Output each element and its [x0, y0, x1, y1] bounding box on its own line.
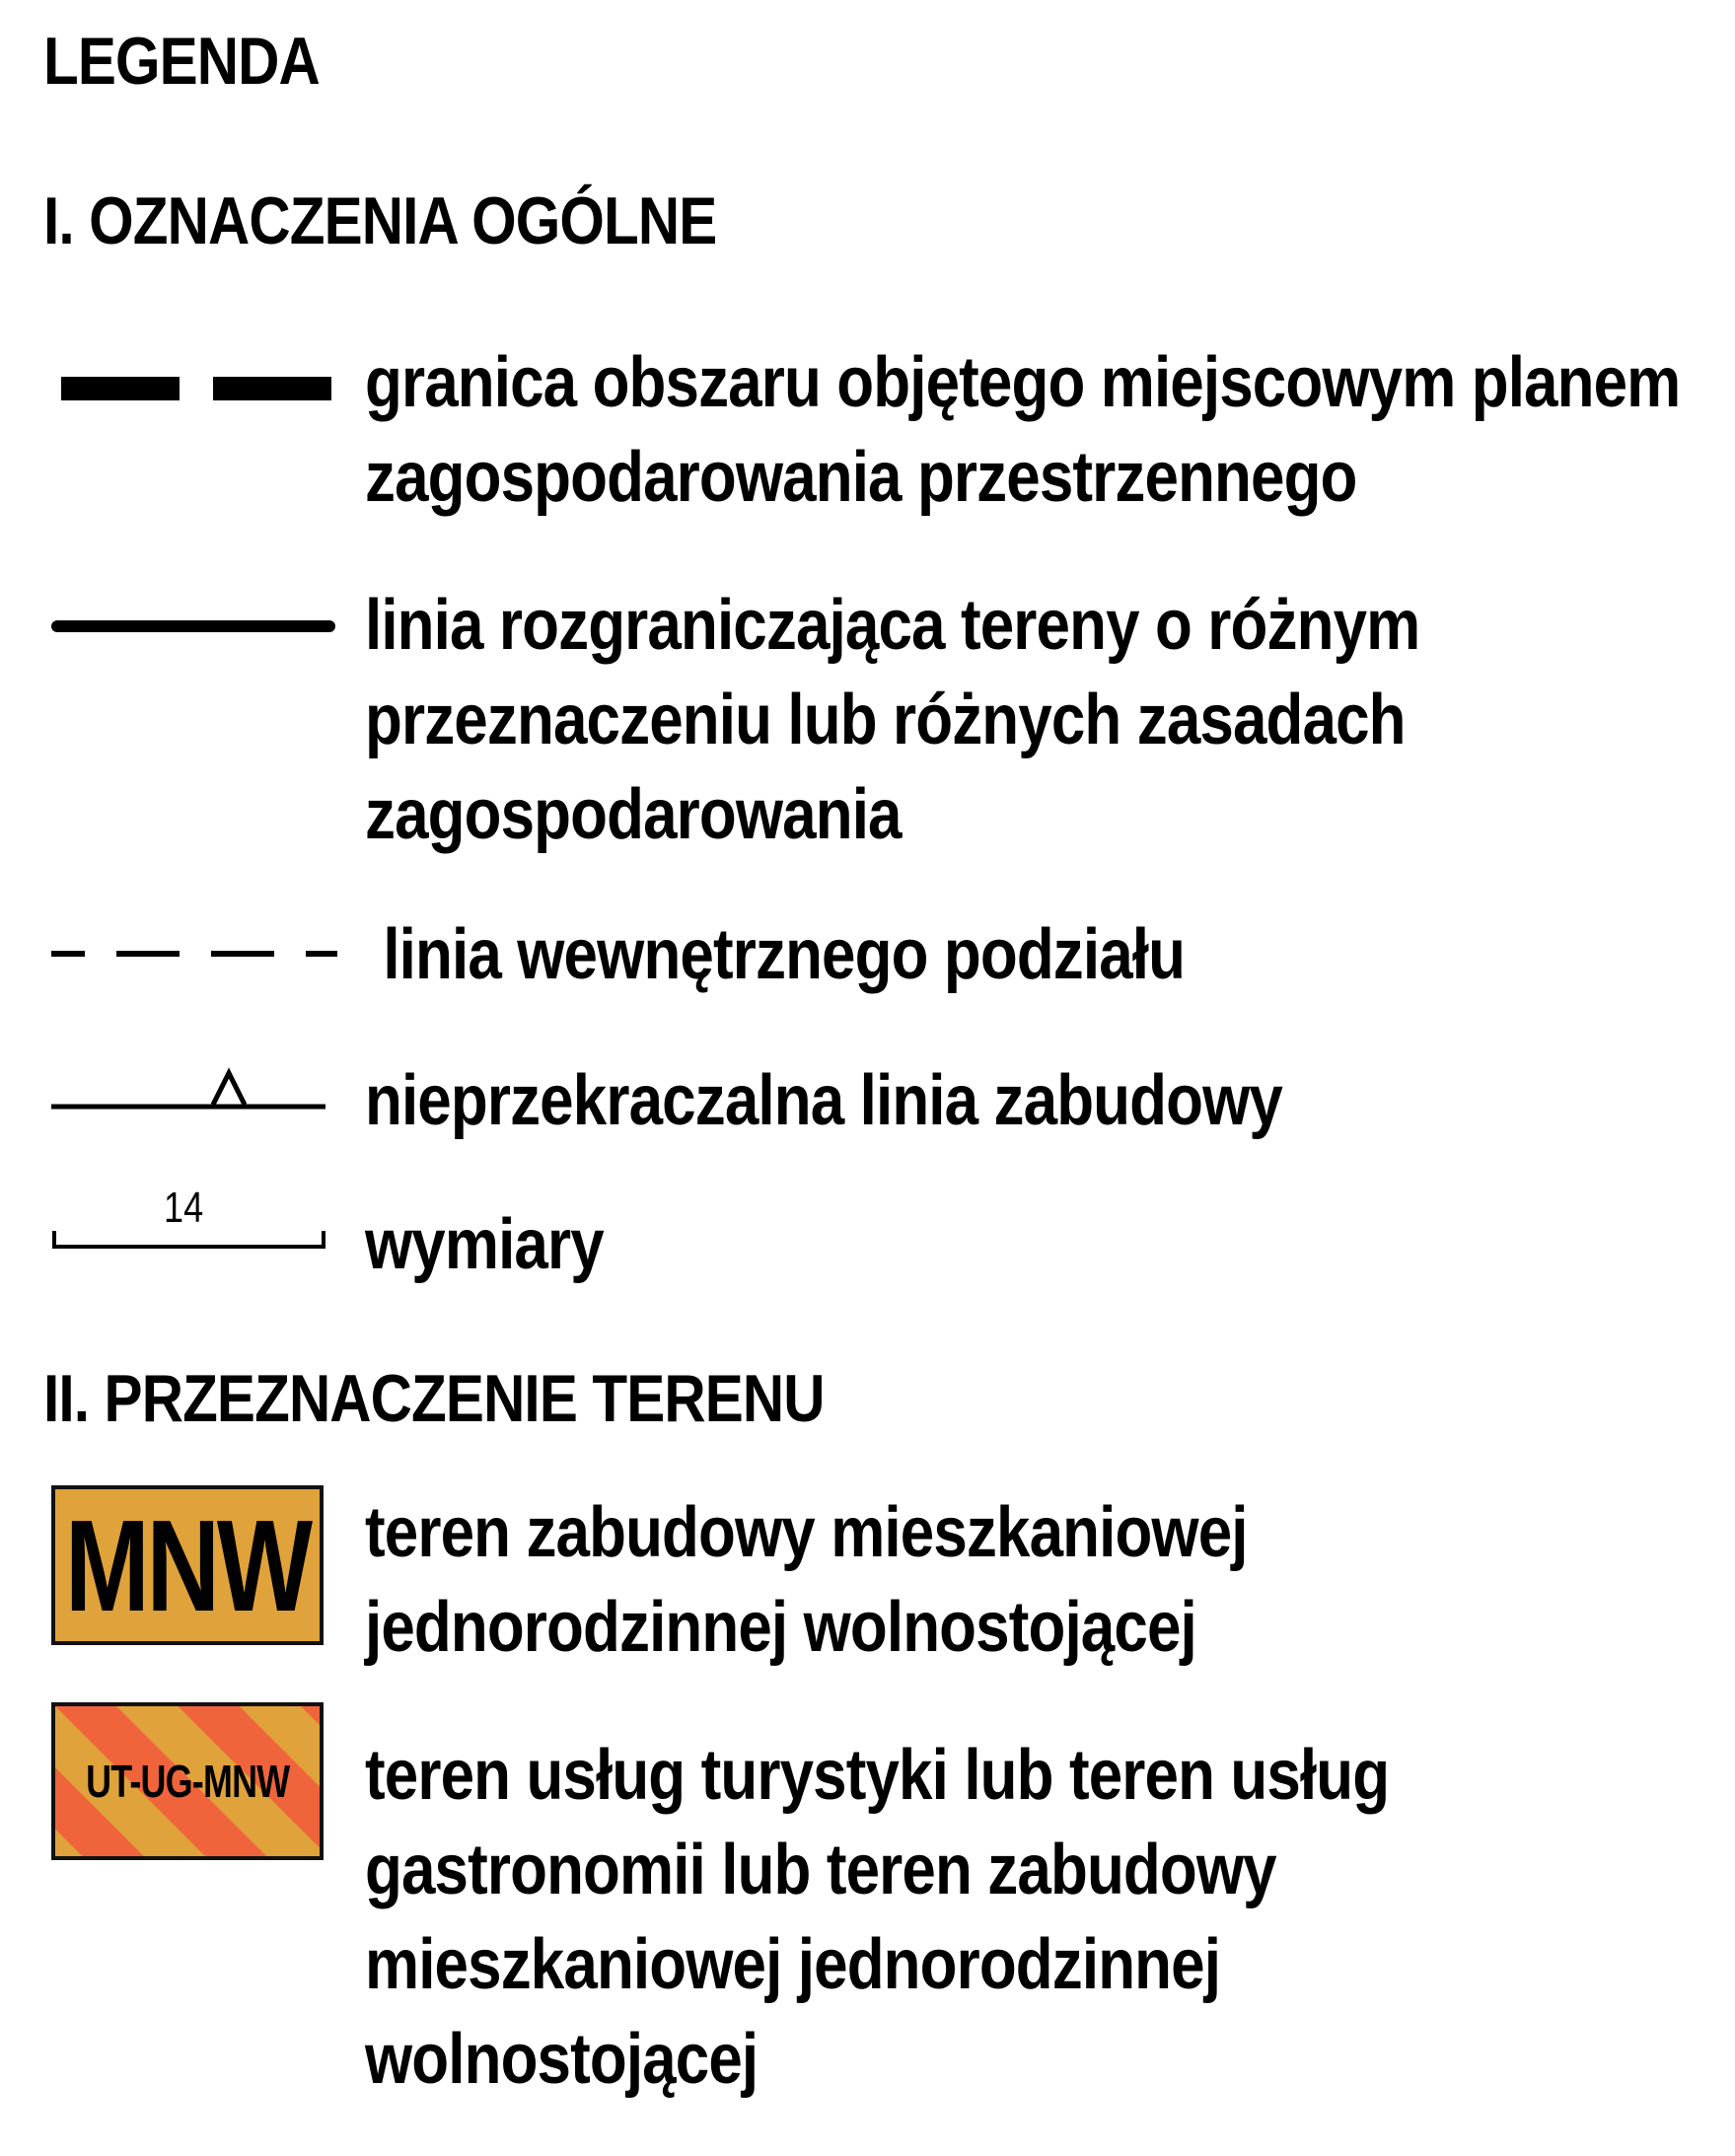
legend-item-plan-boundary	[365, 335, 1680, 525]
legend-item-label: gastronomii lub teren zabudowy	[365, 1831, 1276, 1909]
solid-line-symbol	[51, 617, 335, 635]
legend-item-label: wolnostojącej	[365, 2020, 759, 2099]
legend-item-ut-ug-mnw	[365, 1728, 1389, 2107]
section-heading-general: I. OZNACZENIA OGÓLNE	[43, 183, 717, 258]
ut-ug-mnw-swatch	[51, 1702, 324, 1860]
legend-title: LEGENDA	[43, 24, 320, 99]
swatch-code: UT-UG-MNW	[85, 1756, 290, 1807]
legend-item-label: granica obszaru objętego miejscowym planem	[365, 343, 1681, 422]
legend-item-dimensions	[365, 1197, 604, 1292]
legend-item-label: przeznaczeniu lub różnych zasadach	[365, 681, 1406, 759]
legend-item-internal-division	[367, 907, 1185, 1002]
legend-item-label: teren usług turystyki lub teren usług	[365, 1736, 1390, 1815]
legend-item-building-line	[365, 1053, 1282, 1148]
thick-dashed-line-symbol	[61, 375, 335, 402]
legend-item-label: linia wewnętrznego podziału	[367, 915, 1186, 994]
swatch-code: MNW	[65, 1492, 310, 1638]
legend-item-dividing-line	[365, 578, 1419, 862]
section-heading-land-use: II. PRZEZNACZENIE TERENU	[43, 1361, 825, 1436]
dimension-line-symbol	[51, 1184, 327, 1253]
legend-item-label: teren zabudowy mieszkaniowej	[365, 1493, 1248, 1572]
building-line-triangle-symbol	[51, 1065, 327, 1114]
legend-item-label: linia rozgraniczająca tereny o różnym	[365, 586, 1420, 665]
legend-item-mnw	[365, 1485, 1248, 1675]
dimension-value: 14	[164, 1184, 204, 1232]
legend-item-label: jednorodzinnej wolnostojącej	[365, 1588, 1196, 1667]
legend-item-label: zagospodarowania przestrzennego	[365, 438, 1357, 517]
legend-item-label: wymiary	[365, 1205, 604, 1284]
thin-dashed-line-symbol	[51, 947, 337, 961]
mnw-swatch	[51, 1485, 324, 1645]
legend-item-label: mieszkaniowej jednorodzinnej	[365, 1925, 1221, 2004]
legend-item-label: nieprzekraczalna linia zabudowy	[365, 1061, 1282, 1140]
legend-item-label: zagospodarowania	[365, 775, 902, 854]
